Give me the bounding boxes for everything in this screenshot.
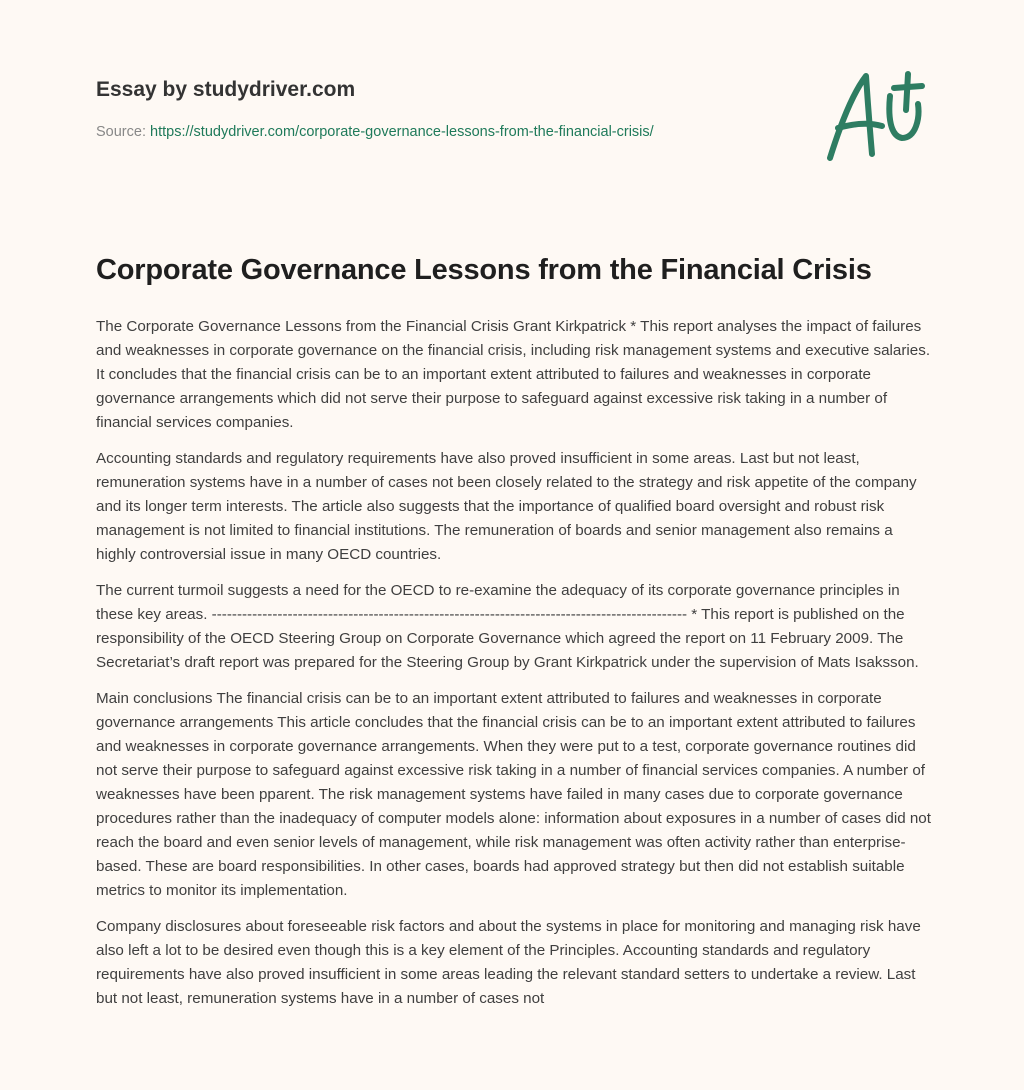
paragraph: The Corporate Governance Lessons from the Financial Crisis Grant Kirkpatrick * This report analyses the impact of failures and weaknesses in corporate governance on the financial crisis, including risk management systems and executive salaries. It concludes that the financial crisis can be to an important extent attributed to failures and weaknesses in corporate governance arrangements which did not serve their purpose to safeguard against excessive risk taking in a number of financial services companies.: [96, 318, 931, 431]
a-plus-logo-icon: [820, 66, 930, 166]
paragraph: The current turmoil suggests a need for the OECD to re-examine the adequacy of its corporate governance principles in these key areas. ---------------------------------------------------------------------------------------------- * This report is published on the responsibility of the OECD Steering Group on Corporate Governance which agreed the report on 11 February 2009. The Secretariat’s draft report was prepared for the Steering Group by Grant Kirkpatrick under the supervision of Mats Isaksson.: [96, 582, 919, 671]
source-link[interactable]: https://studydriver.com/corporate-governance-lessons-from-the-financial-crisis/: [150, 124, 654, 140]
source-label: Source:: [96, 124, 146, 140]
article-body: [96, 315, 932, 1023]
source-line: [96, 124, 654, 140]
paragraph: Main conclusions The financial crisis can be to an important extent attributed to failures and weaknesses in corporate governance arrangements This article concludes that the financial crisis can be to an important extent attributed to failures and weaknesses in corporate governance arrangements. When they were put to a test, corporate governance routines did not serve their purpose to safeguard against excessive risk taking in a number of financial services companies. A number of weaknesses have been pparent. The risk management systems have failed in many cases due to corporate governance procedures rather than the inadequacy of computer models alone: information about exposures in a number of cases did not reach the board and even senior levels of management, while risk management was often activity rather than enterprise-based. These are board responsibilities. In other cases, boards had approved strategy but then did not establish suitable metrics to monitor its implementation.: [96, 690, 931, 899]
paragraph: Company disclosures about foreseeable risk factors and about the systems in place for monitoring and managing risk have also left a lot to be desired even though this is a key element of the Principles. Accounting standards and regulatory requirements have also proved insufficient in some areas leading the relevant standard setters to undertake a review. Last but not least, remuneration systems have in a number of cases not: [96, 918, 921, 1007]
article-title: Corporate Governance Lessons from the Financial Crisis: [96, 254, 872, 286]
site-brand: Essay by studydriver.com: [96, 78, 356, 101]
paragraph: Accounting standards and regulatory requirements have also proved insufficient in some areas. Last but not least, remuneration systems have in a number of cases not been closely related to the strategy and risk appetite of the company and its longer term interests. The article also suggests that the importance of qualified board oversight and robust risk management is not limited to financial institutions. The remuneration of boards and senior management also remains a highly controversial issue in many OECD countries.: [96, 450, 917, 563]
